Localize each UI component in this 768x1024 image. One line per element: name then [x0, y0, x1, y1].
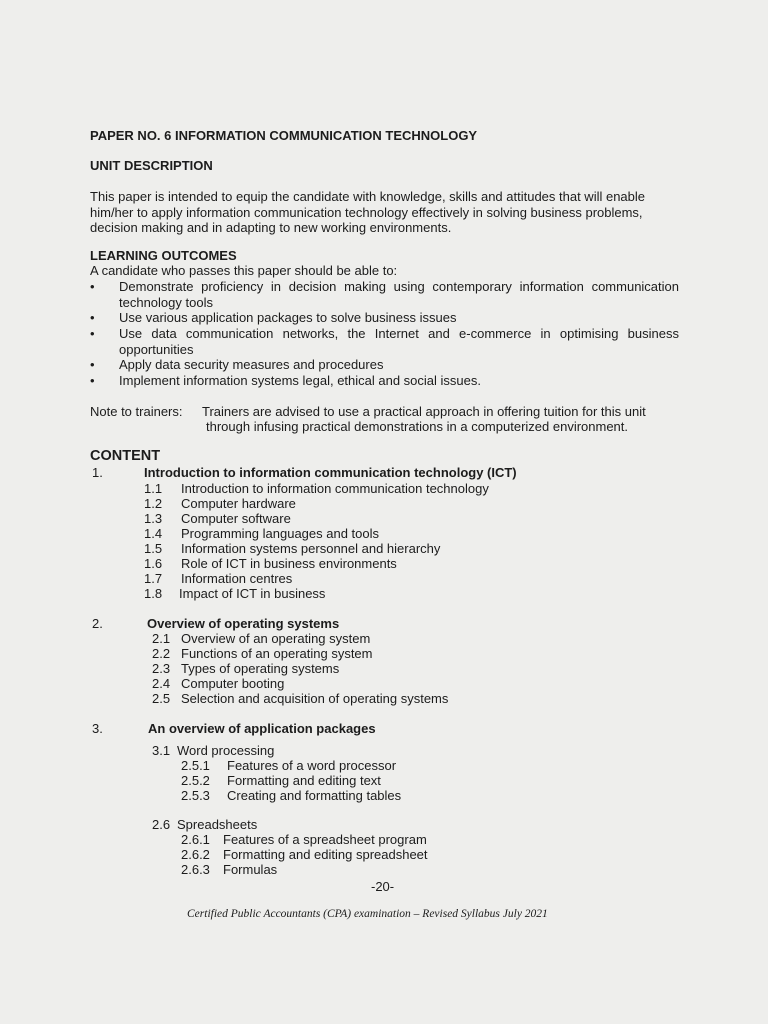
list-item: 2.3 Types of operating systems [152, 661, 340, 676]
section-1-list [144, 481, 489, 601]
content-heading: CONTENT [90, 448, 161, 464]
outcome-item [90, 310, 690, 326]
unit-description-heading: UNIT DESCRIPTION [90, 158, 213, 173]
bullet-icon: • [90, 326, 95, 341]
outcome-item [90, 326, 690, 357]
outcome-text: Apply data security measures and procedures [119, 357, 384, 372]
outcome-item [90, 373, 690, 389]
list-item: 1.5 Information systems personnel and hierarchy [144, 541, 441, 556]
list-item: 2.5.1 Features of a word processor [181, 758, 397, 773]
unit-description-line: decision making and in adapting to new working environments. [90, 220, 452, 235]
list-item: 2.2 Functions of an operating system [152, 646, 373, 661]
list-item: 1.8 Impact of ICT in business [144, 586, 326, 601]
unit-description-line: This paper is intended to equip the candidate with knowledge, skills and attitudes that will enable [90, 189, 646, 204]
note-label: Note to trainers: [90, 404, 183, 419]
page-footer: Certified Public Accountants (CPA) examination – Revised Syllabus July 2021 [187, 908, 548, 920]
list-item: 2.6.1 Features of a spreadsheet program [181, 832, 427, 847]
learning-outcomes-heading: LEARNING OUTCOMES [90, 248, 237, 263]
bullet-icon: • [90, 373, 95, 388]
subsection-heading: 2.6 Spreadsheets [152, 817, 258, 832]
section-title: Introduction to information communication technology (ICT) [144, 465, 517, 480]
section-2-list [152, 631, 448, 706]
list-item: 2.1 Overview of an operating system [152, 631, 371, 646]
list-item: 2.5.3 Creating and formatting tables [181, 788, 402, 803]
list-item: 1.6 Role of ICT in business environments [144, 556, 397, 571]
learning-outcomes-intro: A candidate who passes this paper should be able to: [90, 263, 398, 278]
section-title: Overview of operating systems [147, 616, 340, 631]
unit-description-text [90, 189, 645, 236]
outcome-text: Demonstrate proficiency in decision making using contemporary information communication technology tools [119, 279, 679, 310]
list-item: 1.7 Information centres [144, 571, 293, 586]
list-item: 2.6.3 Formulas [181, 862, 278, 877]
section-title: An overview of application packages [148, 721, 376, 736]
outcome-item [90, 357, 690, 373]
bullet-icon: • [90, 310, 95, 325]
bullet-icon: • [90, 279, 95, 294]
page-number: -20- [371, 879, 395, 894]
bullet-icon: • [90, 357, 95, 372]
list-item: 2.5.2 Formatting and editing text [181, 773, 381, 788]
subsection-heading: 3.1 Word processing [152, 743, 275, 758]
outcome-text: Use various application packages to solve business issues [119, 310, 457, 325]
section-number: 3. [92, 721, 103, 736]
paper-title: PAPER NO. 6 INFORMATION COMMUNICATION TECHNOLOGY [90, 128, 478, 143]
list-item: 2.4 Computer booting [152, 676, 285, 691]
section-number: 1. [92, 465, 103, 480]
section-number: 2. [92, 616, 103, 631]
subsection-list [181, 758, 401, 803]
outcome-text: Use data communication networks, the Internet and e-commerce in optimising business opportunities [119, 326, 679, 357]
subsection-list [181, 832, 428, 877]
outcome-text: Implement information systems legal, ethical and social issues. [119, 373, 481, 388]
note-line: through infusing practical demonstrations in a computerized environment. [206, 419, 629, 434]
note-line: Trainers are advised to use a practical approach in offering tuition for this unit [202, 404, 646, 419]
list-item: 1.3 Computer software [144, 511, 291, 526]
list-item: 2.5 Selection and acquisition of operating systems [152, 691, 449, 706]
list-item: 1.2 Computer hardware [144, 496, 296, 511]
list-item: 1.1 Introduction to information communication technology [144, 481, 489, 496]
list-item: 2.6.2 Formatting and editing spreadsheet [181, 847, 428, 862]
list-item: 1.4 Programming languages and tools [144, 526, 380, 541]
unit-description-line: him/her to apply information communication technology effectively in solving business problems, [90, 204, 643, 220]
outcome-item [90, 279, 690, 310]
